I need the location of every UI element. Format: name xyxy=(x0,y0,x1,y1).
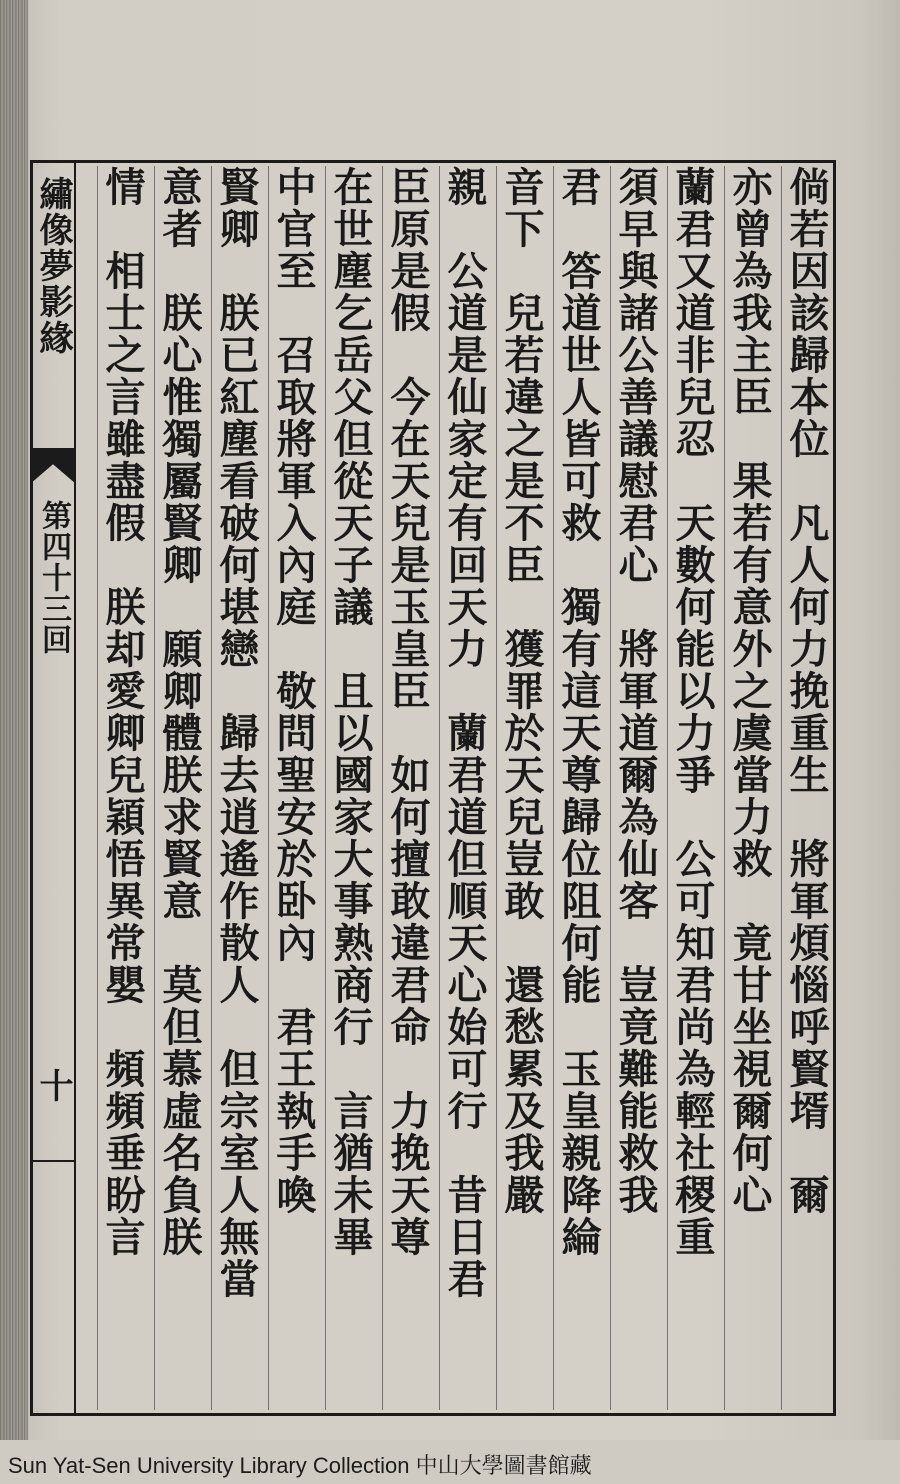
text-column: 中官至 召取將軍入內庭 敬問聖安於卧內 君王執手喚 xyxy=(268,166,317,1410)
folio-divider xyxy=(30,1160,76,1162)
text-column: 親 公道是仙家定有回天力 蘭君道但順天心始可行 昔日君 xyxy=(439,166,488,1410)
text-column: 須早與諸公善議慰君心 將軍道爾為仙客 豈竟難能救我 xyxy=(610,166,659,1410)
book-spine xyxy=(0,0,28,1440)
text-column: 情 相士之言雖盡假 朕却愛卿兒穎悟異常嬰 頻頻垂盼言 xyxy=(97,166,146,1410)
text-column: 意者 朕心惟獨屬賢卿 願卿體朕求賢意 莫但慕虛名負朕 xyxy=(154,166,203,1410)
page-number: 十 xyxy=(33,1068,73,1102)
text-column: 臣原是假 今在天兒是玉皇臣 如何擅敢違君命 力挽天尊 xyxy=(382,166,431,1410)
text-column: 在世塵乞岳父但從天子議 且以國家大事熟商行 言猶未畢 xyxy=(325,166,374,1410)
chapter-label: 第四十三回 xyxy=(36,500,71,655)
text-column: 蘭君又道非兒忍 天數何能以力爭 公可知君尚為輕社稷重 xyxy=(667,166,716,1410)
text-column: 倘若因該歸本位 凡人何力挽重生 將軍煩惱呼賢壻 爾 xyxy=(781,166,830,1410)
main-text xyxy=(80,166,832,1410)
text-column: 亦曾為我主臣 果若有意外之虞當力救 竟甘坐視爾何心 xyxy=(724,166,773,1410)
text-column: 音下 兒若違之是不臣 獲罪於天兒豈敢 還愁累及我嚴 xyxy=(496,166,545,1410)
text-column: 君 答道世人皆可救 獨有這天尊歸位阻何能 玉皇親降綸 xyxy=(553,166,602,1410)
collection-credit: Sun Yat-Sen University Library Collection 中山大學圖書館藏 xyxy=(8,1453,592,1478)
book-title: 繡像夢影緣 xyxy=(33,176,73,356)
text-column: 賢卿 朕已紅塵看破何堪戀 歸去逍遙作散人 但宗室人無當 xyxy=(211,166,260,1410)
